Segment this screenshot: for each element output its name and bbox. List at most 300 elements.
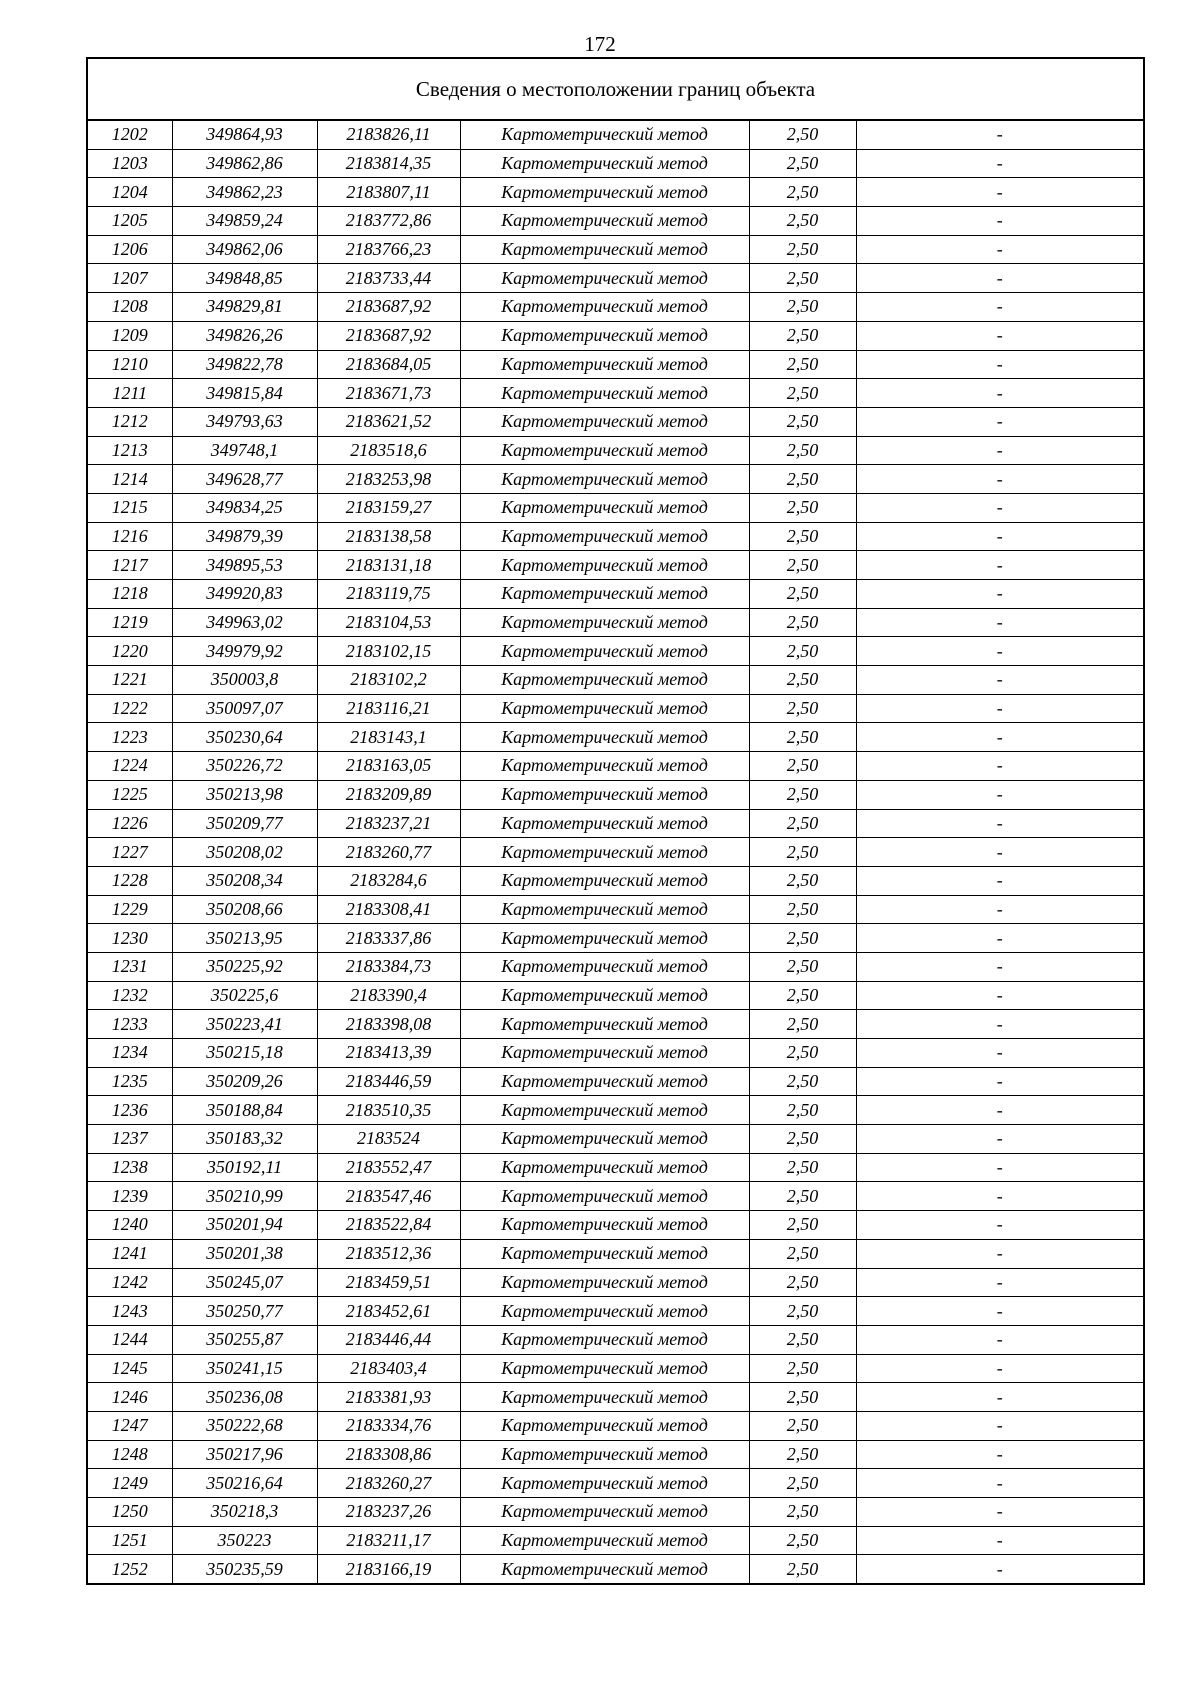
point-number-cell: 1219 xyxy=(88,608,172,637)
table-row xyxy=(88,1440,1143,1469)
method-cell: Картометрический метод xyxy=(460,1297,749,1326)
method-cell: Картометрический метод xyxy=(460,809,749,838)
x-coordinate-cell: 349864,93 xyxy=(172,121,317,149)
note-cell: - xyxy=(856,121,1143,149)
method-cell: Картометрический метод xyxy=(460,1411,749,1440)
accuracy-cell: 2,50 xyxy=(749,1211,856,1240)
x-coordinate-cell: 350235,59 xyxy=(172,1555,317,1583)
method-cell: Картометрический метод xyxy=(460,1325,749,1354)
table-row xyxy=(88,235,1143,264)
note-cell: - xyxy=(856,1067,1143,1096)
accuracy-cell: 2,50 xyxy=(749,608,856,637)
accuracy-cell: 2,50 xyxy=(749,522,856,551)
table-row xyxy=(88,350,1143,379)
table-row xyxy=(88,723,1143,752)
y-coordinate-cell: 2183621,52 xyxy=(317,407,460,436)
point-number-cell: 1211 xyxy=(88,379,172,408)
table-row xyxy=(88,1239,1143,1268)
x-coordinate-cell: 350213,98 xyxy=(172,780,317,809)
method-cell: Картометрический метод xyxy=(460,1067,749,1096)
y-coordinate-cell: 2183459,51 xyxy=(317,1268,460,1297)
method-cell: Картометрический метод xyxy=(460,1125,749,1154)
table-row xyxy=(88,551,1143,580)
method-cell: Картометрический метод xyxy=(460,551,749,580)
x-coordinate-cell: 350210,99 xyxy=(172,1182,317,1211)
note-cell: - xyxy=(856,1526,1143,1555)
x-coordinate-cell: 350230,64 xyxy=(172,723,317,752)
accuracy-cell: 2,50 xyxy=(749,637,856,666)
point-number-cell: 1212 xyxy=(88,407,172,436)
table-row xyxy=(88,580,1143,609)
table-row xyxy=(88,1010,1143,1039)
point-number-cell: 1223 xyxy=(88,723,172,752)
x-coordinate-cell: 350188,84 xyxy=(172,1096,317,1125)
table-row xyxy=(88,838,1143,867)
table-row xyxy=(88,608,1143,637)
table-row xyxy=(88,436,1143,465)
table-row xyxy=(88,780,1143,809)
point-number-cell: 1239 xyxy=(88,1182,172,1211)
accuracy-cell: 2,50 xyxy=(749,207,856,236)
x-coordinate-cell: 350218,3 xyxy=(172,1498,317,1527)
accuracy-cell: 2,50 xyxy=(749,493,856,522)
y-coordinate-cell: 2183814,35 xyxy=(317,149,460,178)
table-row xyxy=(88,952,1143,981)
method-cell: Картометрический метод xyxy=(460,580,749,609)
x-coordinate-cell: 349793,63 xyxy=(172,407,317,436)
y-coordinate-cell: 2183284,6 xyxy=(317,866,460,895)
x-coordinate-cell: 349862,06 xyxy=(172,235,317,264)
accuracy-cell: 2,50 xyxy=(749,723,856,752)
accuracy-cell: 2,50 xyxy=(749,1498,856,1527)
y-coordinate-cell: 2183772,86 xyxy=(317,207,460,236)
table-row xyxy=(88,522,1143,551)
note-cell: - xyxy=(856,1268,1143,1297)
y-coordinate-cell: 2183237,21 xyxy=(317,809,460,838)
point-number-cell: 1241 xyxy=(88,1239,172,1268)
y-coordinate-cell: 2183308,41 xyxy=(317,895,460,924)
note-cell: - xyxy=(856,436,1143,465)
note-cell: - xyxy=(856,178,1143,207)
x-coordinate-cell: 350192,11 xyxy=(172,1153,317,1182)
table-row xyxy=(88,379,1143,408)
method-cell: Картометрический метод xyxy=(460,350,749,379)
note-cell: - xyxy=(856,924,1143,953)
point-number-cell: 1228 xyxy=(88,866,172,895)
note-cell: - xyxy=(856,752,1143,781)
note-cell: - xyxy=(856,1239,1143,1268)
point-number-cell: 1226 xyxy=(88,809,172,838)
note-cell: - xyxy=(856,235,1143,264)
x-coordinate-cell: 350208,34 xyxy=(172,866,317,895)
y-coordinate-cell: 2183826,11 xyxy=(317,121,460,149)
x-coordinate-cell: 350225,92 xyxy=(172,952,317,981)
x-coordinate-cell: 350208,66 xyxy=(172,895,317,924)
table-row xyxy=(88,1354,1143,1383)
accuracy-cell: 2,50 xyxy=(749,321,856,350)
accuracy-cell: 2,50 xyxy=(749,752,856,781)
note-cell: - xyxy=(856,780,1143,809)
y-coordinate-cell: 2183102,15 xyxy=(317,637,460,666)
table-row xyxy=(88,924,1143,953)
note-cell: - xyxy=(856,809,1143,838)
accuracy-cell: 2,50 xyxy=(749,1325,856,1354)
y-coordinate-cell: 2183143,1 xyxy=(317,723,460,752)
note-cell: - xyxy=(856,637,1143,666)
table-row xyxy=(88,1067,1143,1096)
y-coordinate-cell: 2183211,17 xyxy=(317,1526,460,1555)
y-coordinate-cell: 2183687,92 xyxy=(317,293,460,322)
y-coordinate-cell: 2183547,46 xyxy=(317,1182,460,1211)
table-row xyxy=(88,407,1143,436)
point-number-cell: 1235 xyxy=(88,1067,172,1096)
point-number-cell: 1210 xyxy=(88,350,172,379)
method-cell: Картометрический метод xyxy=(460,1469,749,1498)
y-coordinate-cell: 2183116,21 xyxy=(317,694,460,723)
accuracy-cell: 2,50 xyxy=(749,1239,856,1268)
point-number-cell: 1244 xyxy=(88,1325,172,1354)
y-coordinate-cell: 2183522,84 xyxy=(317,1211,460,1240)
accuracy-cell: 2,50 xyxy=(749,1469,856,1498)
x-coordinate-cell: 350225,6 xyxy=(172,981,317,1010)
coordinates-table xyxy=(88,121,1143,1583)
accuracy-cell: 2,50 xyxy=(749,379,856,408)
point-number-cell: 1242 xyxy=(88,1268,172,1297)
x-coordinate-cell: 349822,78 xyxy=(172,350,317,379)
accuracy-cell: 2,50 xyxy=(749,895,856,924)
y-coordinate-cell: 2183308,86 xyxy=(317,1440,460,1469)
y-coordinate-cell: 2183131,18 xyxy=(317,551,460,580)
table-row xyxy=(88,1526,1143,1555)
table-row xyxy=(88,293,1143,322)
table-row xyxy=(88,1325,1143,1354)
note-cell: - xyxy=(856,1440,1143,1469)
point-number-cell: 1225 xyxy=(88,780,172,809)
y-coordinate-cell: 2183237,26 xyxy=(317,1498,460,1527)
x-coordinate-cell: 350201,94 xyxy=(172,1211,317,1240)
accuracy-cell: 2,50 xyxy=(749,924,856,953)
coordinates-table-body xyxy=(88,121,1143,1583)
point-number-cell: 1245 xyxy=(88,1354,172,1383)
table-row xyxy=(88,1182,1143,1211)
note-cell: - xyxy=(856,1153,1143,1182)
table-row xyxy=(88,1153,1143,1182)
point-number-cell: 1236 xyxy=(88,1096,172,1125)
method-cell: Картометрический метод xyxy=(460,1268,749,1297)
y-coordinate-cell: 2183334,76 xyxy=(317,1411,460,1440)
point-number-cell: 1234 xyxy=(88,1039,172,1068)
accuracy-cell: 2,50 xyxy=(749,1354,856,1383)
method-cell: Картометрический метод xyxy=(460,465,749,494)
point-number-cell: 1240 xyxy=(88,1211,172,1240)
accuracy-cell: 2,50 xyxy=(749,350,856,379)
point-number-cell: 1216 xyxy=(88,522,172,551)
table-row xyxy=(88,1469,1143,1498)
note-cell: - xyxy=(856,666,1143,695)
point-number-cell: 1247 xyxy=(88,1411,172,1440)
y-coordinate-cell: 2183446,44 xyxy=(317,1325,460,1354)
note-cell: - xyxy=(856,149,1143,178)
method-cell: Картометрический метод xyxy=(460,952,749,981)
table-row xyxy=(88,493,1143,522)
x-coordinate-cell: 350241,15 xyxy=(172,1354,317,1383)
table-row xyxy=(88,809,1143,838)
accuracy-cell: 2,50 xyxy=(749,952,856,981)
x-coordinate-cell: 350216,64 xyxy=(172,1469,317,1498)
table-row xyxy=(88,207,1143,236)
y-coordinate-cell: 2183518,6 xyxy=(317,436,460,465)
point-number-cell: 1206 xyxy=(88,235,172,264)
y-coordinate-cell: 2183733,44 xyxy=(317,264,460,293)
x-coordinate-cell: 350222,68 xyxy=(172,1411,317,1440)
accuracy-cell: 2,50 xyxy=(749,235,856,264)
method-cell: Картометрический метод xyxy=(460,379,749,408)
x-coordinate-cell: 349862,23 xyxy=(172,178,317,207)
method-cell: Картометрический метод xyxy=(460,666,749,695)
method-cell: Картометрический метод xyxy=(460,1555,749,1583)
accuracy-cell: 2,50 xyxy=(749,780,856,809)
point-number-cell: 1237 xyxy=(88,1125,172,1154)
x-coordinate-cell: 350223,41 xyxy=(172,1010,317,1039)
x-coordinate-cell: 350245,07 xyxy=(172,1268,317,1297)
table-row xyxy=(88,866,1143,895)
accuracy-cell: 2,50 xyxy=(749,293,856,322)
y-coordinate-cell: 2183163,05 xyxy=(317,752,460,781)
x-coordinate-cell: 349815,84 xyxy=(172,379,317,408)
x-coordinate-cell: 350250,77 xyxy=(172,1297,317,1326)
point-number-cell: 1227 xyxy=(88,838,172,867)
note-cell: - xyxy=(856,1010,1143,1039)
boundary-table-frame xyxy=(86,57,1145,1585)
point-number-cell: 1202 xyxy=(111,124,148,145)
method-cell: Картометрический метод xyxy=(460,694,749,723)
x-coordinate-cell: 349748,1 xyxy=(172,436,317,465)
point-number-cell: 1233 xyxy=(88,1010,172,1039)
y-coordinate-cell: 2183159,27 xyxy=(317,493,460,522)
accuracy-cell: 2,50 xyxy=(749,465,856,494)
method-cell: Картометрический метод xyxy=(460,637,749,666)
x-coordinate-cell: 350223 xyxy=(172,1526,317,1555)
x-coordinate-cell: 349834,25 xyxy=(172,493,317,522)
method-cell: Картометрический метод xyxy=(460,981,749,1010)
y-coordinate-cell: 2183166,19 xyxy=(317,1555,460,1583)
accuracy-cell: 2,50 xyxy=(749,178,856,207)
point-number-cell: 1220 xyxy=(88,637,172,666)
note-cell: - xyxy=(856,838,1143,867)
note-cell: - xyxy=(856,1182,1143,1211)
point-number-cell: 1232 xyxy=(88,981,172,1010)
point-number-cell: 1218 xyxy=(88,580,172,609)
accuracy-cell: 2,50 xyxy=(749,866,856,895)
method-cell: Картометрический метод xyxy=(460,1096,749,1125)
table-row xyxy=(88,752,1143,781)
note-cell: - xyxy=(856,522,1143,551)
x-coordinate-cell: 349920,83 xyxy=(172,580,317,609)
method-cell: Картометрический метод xyxy=(460,264,749,293)
accuracy-cell: 2,50 xyxy=(749,1039,856,1068)
y-coordinate-cell: 2183452,61 xyxy=(317,1297,460,1326)
x-coordinate-cell: 350213,95 xyxy=(172,924,317,953)
note-cell: - xyxy=(856,895,1143,924)
accuracy-cell: 2,50 xyxy=(749,1010,856,1039)
x-coordinate-cell: 349826,26 xyxy=(172,321,317,350)
accuracy-cell: 2,50 xyxy=(749,1383,856,1412)
note-cell: - xyxy=(856,1469,1143,1498)
table-row xyxy=(88,1498,1143,1527)
method-cell: Картометрический метод xyxy=(460,866,749,895)
accuracy-cell: 2,50 xyxy=(749,149,856,178)
method-cell: Картометрический метод xyxy=(460,1153,749,1182)
method-cell: Картометрический метод xyxy=(460,723,749,752)
table-row xyxy=(88,981,1143,1010)
note-cell: - xyxy=(856,580,1143,609)
method-cell: Картометрический метод xyxy=(460,321,749,350)
accuracy-cell: 2,50 xyxy=(749,981,856,1010)
point-number-cell: 1238 xyxy=(88,1153,172,1182)
note-cell: - xyxy=(856,952,1143,981)
method-cell: Картометрический метод xyxy=(460,780,749,809)
accuracy-cell: 2,50 xyxy=(749,809,856,838)
note-cell: - xyxy=(856,379,1143,408)
y-coordinate-cell: 2183138,58 xyxy=(317,522,460,551)
accuracy-cell: 2,50 xyxy=(749,1297,856,1326)
note-cell: - xyxy=(856,321,1143,350)
x-coordinate-cell: 349862,86 xyxy=(172,149,317,178)
table-title: Сведения о местоположении границ объекта xyxy=(88,59,1143,121)
y-coordinate-cell: 2183390,4 xyxy=(317,981,460,1010)
table-row xyxy=(88,1411,1143,1440)
method-cell: Картометрический метод xyxy=(460,178,749,207)
accuracy-cell: 2,50 xyxy=(749,1182,856,1211)
y-coordinate-cell: 2183381,93 xyxy=(317,1383,460,1412)
y-coordinate-cell: 2183512,36 xyxy=(317,1239,460,1268)
x-coordinate-cell: 350255,87 xyxy=(172,1325,317,1354)
method-cell: Картометрический метод xyxy=(460,149,749,178)
point-number-cell: 1217 xyxy=(88,551,172,580)
x-coordinate-cell: 350003,8 xyxy=(172,666,317,695)
y-coordinate-cell: 2183384,73 xyxy=(317,952,460,981)
y-coordinate-cell: 2183671,73 xyxy=(317,379,460,408)
y-coordinate-cell: 2183510,35 xyxy=(317,1096,460,1125)
table-row xyxy=(88,264,1143,293)
method-cell: Картометрический метод xyxy=(460,752,749,781)
x-coordinate-cell: 350217,96 xyxy=(172,1440,317,1469)
method-cell: Картометрический метод xyxy=(460,1526,749,1555)
accuracy-cell: 2,50 xyxy=(749,1125,856,1154)
table-row xyxy=(88,637,1143,666)
note-cell: - xyxy=(856,264,1143,293)
note-cell: - xyxy=(856,1039,1143,1068)
y-coordinate-cell: 2183403,4 xyxy=(317,1354,460,1383)
method-cell: Картометрический метод xyxy=(460,924,749,953)
x-coordinate-cell: 349628,77 xyxy=(172,465,317,494)
y-coordinate-cell: 2183687,92 xyxy=(317,321,460,350)
point-number-cell: 1215 xyxy=(88,493,172,522)
note-cell: - xyxy=(856,493,1143,522)
accuracy-cell: 2,50 xyxy=(749,1440,856,1469)
point-number-cell: 1231 xyxy=(88,952,172,981)
x-coordinate-cell: 349879,39 xyxy=(172,522,317,551)
x-coordinate-cell: 350201,38 xyxy=(172,1239,317,1268)
note-cell: - xyxy=(856,723,1143,752)
note-cell: - xyxy=(856,1555,1143,1583)
point-number-cell: 1249 xyxy=(88,1469,172,1498)
table-row xyxy=(88,1096,1143,1125)
note-cell: - xyxy=(856,551,1143,580)
point-number-cell: 1229 xyxy=(88,895,172,924)
method-cell: Картометрический метод xyxy=(460,1211,749,1240)
method-cell: Картометрический метод xyxy=(460,1039,749,1068)
method-cell: Картометрический метод xyxy=(460,407,749,436)
note-cell: - xyxy=(856,407,1143,436)
note-cell: - xyxy=(856,1211,1143,1240)
accuracy-cell: 2,50 xyxy=(749,264,856,293)
accuracy-cell: 2,50 xyxy=(749,407,856,436)
note-cell: - xyxy=(856,1297,1143,1326)
accuracy-cell: 2,50 xyxy=(749,666,856,695)
method-cell: Картометрический метод xyxy=(460,1440,749,1469)
method-cell: Картометрический метод xyxy=(460,1383,749,1412)
y-coordinate-cell: 2183413,39 xyxy=(317,1039,460,1068)
y-coordinate-cell: 2183446,59 xyxy=(317,1067,460,1096)
note-cell: - xyxy=(856,981,1143,1010)
accuracy-cell: 2,50 xyxy=(749,1067,856,1096)
method-cell: Картометрический метод xyxy=(460,1498,749,1527)
y-coordinate-cell: 2183398,08 xyxy=(317,1010,460,1039)
y-coordinate-cell: 2183807,11 xyxy=(317,178,460,207)
note-cell: - xyxy=(856,1411,1143,1440)
x-coordinate-cell: 349963,02 xyxy=(172,608,317,637)
point-number-cell: 1243 xyxy=(88,1297,172,1326)
table-row xyxy=(88,1039,1143,1068)
method-cell: Картометрический метод xyxy=(460,121,749,149)
x-coordinate-cell: 350097,07 xyxy=(172,694,317,723)
point-number-cell: 1208 xyxy=(88,293,172,322)
y-coordinate-cell: 2183552,47 xyxy=(317,1153,460,1182)
y-coordinate-cell: 2183684,05 xyxy=(317,350,460,379)
point-number-cell: 1221 xyxy=(88,666,172,695)
note-cell: - xyxy=(856,1354,1143,1383)
table-row xyxy=(88,1268,1143,1297)
table-row xyxy=(88,895,1143,924)
point-number-cell: 1214 xyxy=(88,465,172,494)
page-number: 172 xyxy=(584,32,616,56)
note-cell: - xyxy=(856,866,1143,895)
accuracy-cell: 2,50 xyxy=(749,580,856,609)
y-coordinate-cell: 2183766,23 xyxy=(317,235,460,264)
method-cell: Картометрический метод xyxy=(460,436,749,465)
y-coordinate-cell: 2183260,27 xyxy=(317,1469,460,1498)
note-cell: - xyxy=(856,207,1143,236)
method-cell: Картометрический метод xyxy=(460,235,749,264)
y-coordinate-cell: 2183253,98 xyxy=(317,465,460,494)
y-coordinate-cell: 2183104,53 xyxy=(317,608,460,637)
method-cell: Картометрический метод xyxy=(460,838,749,867)
point-number-cell: 1252 xyxy=(88,1555,172,1583)
accuracy-cell: 2,50 xyxy=(749,1526,856,1555)
point-number-cell: 1248 xyxy=(88,1440,172,1469)
point-number-cell: 1204 xyxy=(88,178,172,207)
accuracy-cell: 2,50 xyxy=(749,1555,856,1583)
point-number-cell: 1207 xyxy=(88,264,172,293)
x-coordinate-cell: 350209,77 xyxy=(172,809,317,838)
point-number-cell: 1246 xyxy=(88,1383,172,1412)
x-coordinate-cell: 349859,24 xyxy=(172,207,317,236)
point-number-cell: 1224 xyxy=(88,752,172,781)
y-coordinate-cell: 2183102,2 xyxy=(317,666,460,695)
point-number-cell: 1213 xyxy=(88,436,172,465)
point-number-cell: 1251 xyxy=(88,1526,172,1555)
